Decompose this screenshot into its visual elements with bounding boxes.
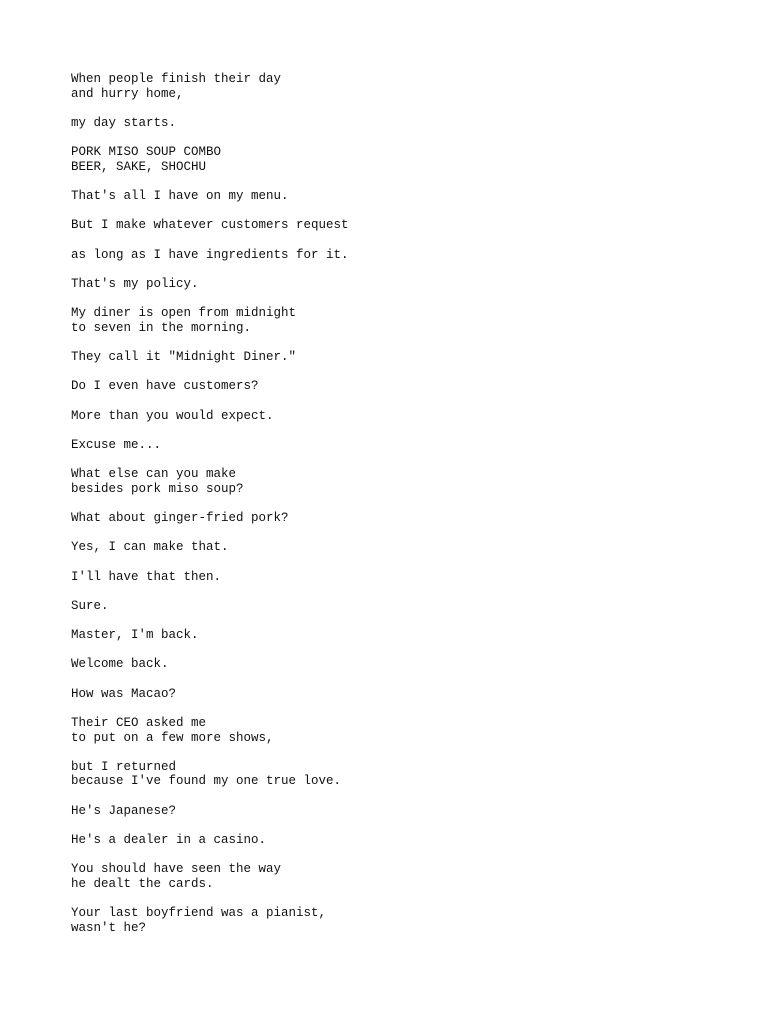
dialogue-line: Yes, I can make that. bbox=[71, 540, 229, 555]
dialogue-block bbox=[71, 760, 751, 789]
dialogue-line: You should have seen the way bbox=[71, 862, 282, 877]
dialogue-line: Their CEO asked me bbox=[71, 716, 207, 730]
dialogue-line: PORK MISO SOUP COMBO bbox=[71, 145, 222, 160]
dialogue-block bbox=[71, 116, 751, 131]
dialogue-line: Do I even have customers? bbox=[71, 379, 259, 394]
dialogue-block bbox=[71, 467, 751, 496]
dialogue-line: Master, I'm back. bbox=[71, 628, 199, 643]
dialogue-line: But I make whatever customers request bbox=[71, 218, 349, 233]
document-page bbox=[71, 72, 751, 950]
dialogue-block bbox=[71, 379, 751, 394]
dialogue-block bbox=[71, 350, 751, 365]
dialogue-line: and hurry home, bbox=[71, 86, 184, 101]
dialogue-block bbox=[71, 218, 751, 233]
dialogue-line: Your last boyfriend was a pianist, bbox=[71, 906, 327, 921]
dialogue-block bbox=[71, 277, 751, 292]
dialogue-line: I'll have that then. bbox=[71, 569, 222, 584]
dialogue-block bbox=[71, 833, 751, 848]
dialogue-block bbox=[71, 409, 751, 424]
dialogue-block bbox=[71, 145, 751, 174]
dialogue-line: He's a dealer in a casino. bbox=[71, 833, 267, 848]
dialogue-line: That's my policy. bbox=[71, 276, 199, 291]
dialogue-line: When people finish their day bbox=[71, 72, 282, 86]
dialogue-line: wasn't he? bbox=[71, 920, 147, 935]
dialogue-line: What else can you make bbox=[71, 467, 237, 482]
dialogue-line: he dealt the cards. bbox=[71, 876, 214, 891]
dialogue-line: My diner is open from midnight bbox=[71, 306, 297, 321]
dialogue-block bbox=[71, 306, 751, 335]
dialogue-block bbox=[71, 599, 751, 614]
dialogue-block bbox=[71, 570, 751, 585]
dialogue-line: my day starts. bbox=[71, 115, 177, 130]
dialogue-block bbox=[71, 906, 751, 935]
dialogue-line: Excuse me... bbox=[71, 437, 162, 452]
dialogue-block bbox=[71, 628, 751, 643]
dialogue-block bbox=[71, 511, 751, 526]
dialogue-line: besides pork miso soup? bbox=[71, 481, 244, 496]
dialogue-block bbox=[71, 72, 751, 101]
dialogue-line: He's Japanese? bbox=[71, 803, 177, 818]
dialogue-line: More than you would expect. bbox=[71, 408, 274, 423]
dialogue-block bbox=[71, 862, 751, 891]
dialogue-line: Welcome back. bbox=[71, 657, 169, 672]
dialogue-line: What about ginger-fried pork? bbox=[71, 511, 289, 526]
dialogue-line: but I returned bbox=[71, 759, 177, 774]
dialogue-block bbox=[71, 540, 751, 555]
dialogue-block bbox=[71, 687, 751, 702]
dialogue-line: BEER, SAKE, SHOCHU bbox=[71, 159, 207, 174]
dialogue-line: to put on a few more shows, bbox=[71, 730, 274, 745]
dialogue-block bbox=[71, 804, 751, 819]
dialogue-block bbox=[71, 189, 751, 204]
dialogue-line: Sure. bbox=[71, 598, 109, 613]
dialogue-block bbox=[71, 657, 751, 672]
dialogue-line: to seven in the morning. bbox=[71, 320, 252, 335]
dialogue-block bbox=[71, 248, 751, 263]
dialogue-line: as long as I have ingredients for it. bbox=[71, 247, 349, 262]
dialogue-line: That's all I have on my menu. bbox=[71, 189, 289, 204]
dialogue-line: because I've found my one true love. bbox=[71, 774, 342, 789]
dialogue-block bbox=[71, 438, 751, 453]
dialogue-line: They call it "Midnight Diner." bbox=[71, 350, 297, 365]
dialogue-block bbox=[71, 716, 751, 745]
dialogue-line: How was Macao? bbox=[71, 686, 177, 701]
